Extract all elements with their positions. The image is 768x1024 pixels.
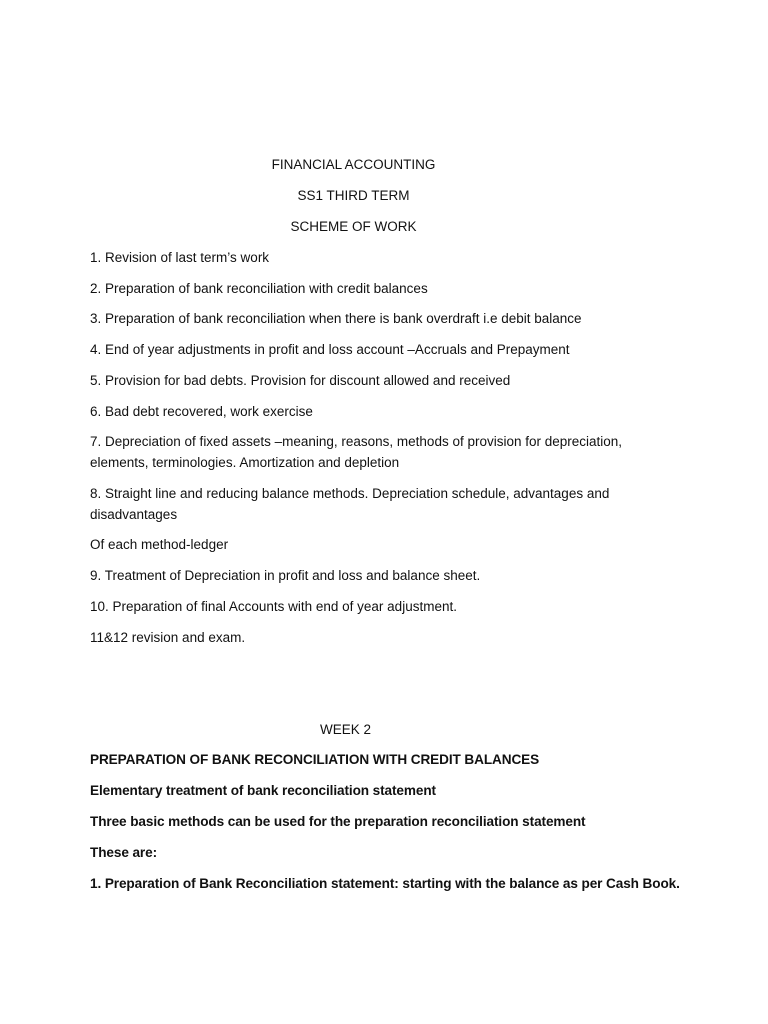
these-are-label: These are: [90, 845, 158, 860]
scheme-item-9: 9. Treatment of Depreciation in profit and loss and balance sheet. [90, 568, 481, 583]
scheme-item-2: 2. Preparation of bank reconciliation with credit balances [90, 281, 428, 296]
scheme-heading: SCHEME OF WORK [290, 219, 417, 234]
scheme-item-10: 10. Preparation of final Accounts with end of year adjustment. [90, 599, 457, 614]
scheme-item-3: 3. Preparation of bank reconciliation when there is bank overdraft i.e debit balance [90, 311, 582, 326]
scheme-item-11-12: 11&12 revision and exam. [90, 630, 246, 645]
scheme-item-6: 6. Bad debt recovered, work exercise [90, 404, 313, 419]
week-label: WEEK 2 [319, 722, 371, 737]
scheme-item-4: 4. End of year adjustments in profit and loss account –Accruals and Prepayment [90, 342, 570, 357]
week-title: PREPARATION OF BANK RECONCILIATION WITH CREDIT BALANCES [90, 752, 540, 767]
class-term: SS1 THIRD TERM [297, 188, 410, 203]
scheme-item-5: 5. Provision for bad debts. Provision for discount allowed and received [90, 373, 511, 388]
scheme-item-1: 1. Revision of last term’s work [90, 250, 270, 265]
scheme-item-8: 8. Straight line and reducing balance methods. Depreciation schedule, advantages and disadvantages [90, 486, 610, 522]
week-intro: Three basic methods can be used for the preparation reconciliation statement [90, 814, 586, 829]
subject-title: FINANCIAL ACCOUNTING [271, 157, 436, 172]
scheme-item-7: 7. Depreciation of fixed assets –meaning, reasons, methods of provision for depreciation, elements, terminologies. Amortization and depletion [90, 434, 623, 470]
method-1: 1. Preparation of Bank Reconciliation statement: starting with the balance as per Cash Book. [90, 876, 680, 891]
week-subtitle: Elementary treatment of bank reconciliation statement [90, 783, 436, 798]
scheme-item-8-continued: Of each method-ledger [90, 537, 229, 552]
